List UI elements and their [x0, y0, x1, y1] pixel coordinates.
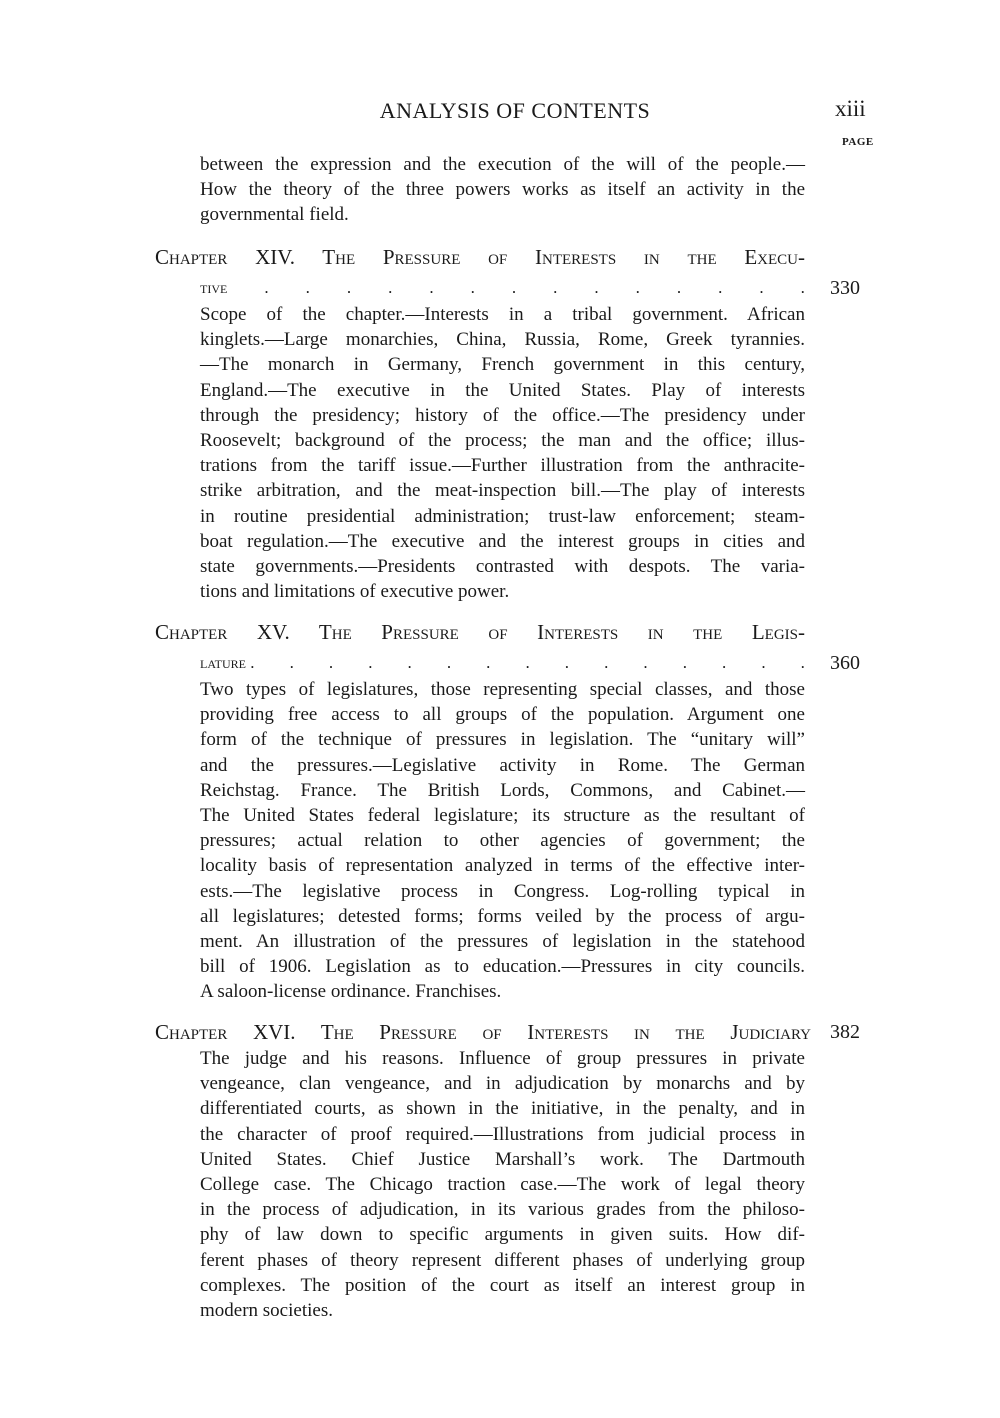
- chapter-summary-line: and the pressures.—Legislative activity in Rome. The German: [200, 754, 805, 776]
- chapter-summary-line: ferent phases of theory represent different phases of underlying group: [200, 1249, 805, 1271]
- intro-text-line: between the expression and the execution of the will of the people.—: [200, 154, 805, 175]
- chapter-summary-line: Roosevelt; background of the process; the man and the office; illus-: [200, 430, 805, 451]
- chapter-summary-line: United States. Chief Justice Marshall’s work. The Dartmouth: [200, 1148, 805, 1170]
- leader-dot: .: [264, 278, 269, 297]
- leader-dot: .: [553, 278, 558, 297]
- chapter-summary-line: providing free access to all groups of the population. Argument one: [200, 704, 805, 726]
- leader-dot: .: [305, 278, 310, 297]
- intro-text-line: How the theory of the three powers works as itself an activity in the: [200, 179, 805, 201]
- leader-dot: .: [289, 653, 294, 672]
- chapter-summary-line: complexes. The position of the court as itself an interest group in: [200, 1274, 805, 1296]
- chapter-summary-line: strike arbitration, and the meat-inspection bill.—The play of interests: [200, 480, 805, 502]
- running-head: ANALYSIS OF CONTENTS: [379, 98, 651, 123]
- leader-dot: .: [511, 278, 517, 297]
- chapter-heading-continuation: [200, 651, 805, 675]
- leader-dot: .: [346, 278, 352, 297]
- chapter-summary-line: in the process of adjudication, in its various grades from the philoso-: [200, 1199, 805, 1221]
- chapter-page-number: 382: [830, 1021, 860, 1043]
- chapter-summary-line: trations from the tariff issue.—Further illustration from the anthracite-: [200, 455, 805, 477]
- chapter-summary-line: bill of 1906. Legislation as to education.—Pressures in city councils.: [200, 956, 805, 978]
- chapter-summary-line: The judge and his reasons. Influence of group pressures in private: [200, 1048, 805, 1069]
- leader-dot: .: [800, 653, 805, 672]
- chapter-summary-line: pressures; actual relation to other agencies of government; the: [200, 830, 805, 852]
- chapter-summary-line: Two types of legislatures, those representing special classes, and those: [200, 679, 805, 700]
- intro-text-line: governmental field.: [200, 204, 349, 226]
- chapter-summary-line: modern societies.: [200, 1300, 333, 1321]
- heading-continuation-text: tive: [200, 278, 228, 297]
- leader-dot: .: [604, 653, 609, 672]
- chapter-summary-line: state governments.—Presidents contrasted with despots. The varia-: [200, 556, 805, 577]
- leader-dot: .: [722, 653, 727, 672]
- leader-dot: .: [388, 278, 393, 297]
- chapter-summary-line: College case. The Chicago traction case.—The work of legal theory: [200, 1174, 805, 1195]
- leader-dot: .: [759, 278, 764, 297]
- chapter-summary-line: form of the technique of pressures in legislation. The “unitary will”: [200, 729, 805, 751]
- chapter-summary-line: ests.—The legislative process in Congress. Log-rolling typical in: [200, 880, 805, 902]
- chapter-summary-line: in routine presidential administration; trust-law enforcement; steam-: [200, 505, 805, 527]
- page-number: xiii: [835, 96, 866, 121]
- chapter-summary-line: all legislatures; detested forms; forms veiled by the process of argu-: [200, 905, 805, 927]
- chapter-summary-line: phy of law down to specific arguments in given suits. How dif-: [200, 1224, 805, 1246]
- chapter-summary-line: the character of proof required.—Illustrations from judicial process in: [200, 1123, 805, 1145]
- chapter-summary-line: ment. An illustration of the pressures of legislation in the statehood: [200, 931, 805, 952]
- chapter-summary-line: locality basis of representation analyzed in terms of the effective inter-: [200, 855, 805, 877]
- page-column-label: PAGE: [842, 136, 874, 148]
- chapter-heading-continuation: [200, 276, 805, 300]
- chapter-heading: Chapter XIV. The Pressure of Interests in the Execu-: [155, 245, 805, 269]
- chapter-summary-line: tions and limitations of executive power.: [200, 581, 510, 603]
- leader-dot: .: [328, 653, 334, 672]
- leader-dot: .: [470, 278, 475, 297]
- leader-dot: .: [446, 653, 452, 672]
- chapter-summary-line: England.—The executive in the United States. Play of interests: [200, 379, 805, 401]
- leader-dot: .: [486, 653, 491, 672]
- chapter-summary-line: differentiated courts, as shown in the initiative, in the penalty, and in: [200, 1098, 805, 1120]
- leader-dot: .: [676, 278, 682, 297]
- leader-dot: .: [525, 653, 530, 672]
- chapter-summary-line: A saloon-license ordinance. Franchises.: [200, 981, 502, 1003]
- chapter-summary-line: Scope of the chapter.—Interests in a tribal government. African: [200, 304, 805, 325]
- leader-dot: .: [594, 278, 599, 297]
- chapter-summary-line: kinglets.—Large monarchies, China, Russia, Rome, Greek tyrannies.: [200, 329, 805, 351]
- chapter-summary-line: Reichstag. France. The British Lords, Commons, and Cabinet.—: [200, 779, 805, 801]
- leader-dot: .: [643, 653, 648, 672]
- leader-dot: .: [564, 653, 569, 672]
- leader-dot: .: [718, 278, 723, 297]
- leader-dot: .: [800, 278, 805, 297]
- leader-dot: .: [635, 278, 640, 297]
- chapter-summary-line: boat regulation.—The executive and the interest groups in cities and: [200, 530, 805, 552]
- chapter-heading: Chapter XVI. The Pressure of Interests in the Judiciary: [155, 1020, 811, 1044]
- leader-dot: .: [761, 653, 766, 672]
- chapter-page-number: 360: [830, 652, 860, 674]
- leader-dot: .: [368, 653, 373, 672]
- leader-dot: .: [407, 653, 412, 672]
- chapter-summary-line: The United States federal legislature; its structure as the resultant of: [200, 805, 805, 826]
- leader-dot: .: [682, 653, 687, 672]
- chapter-heading: Chapter XV. The Pressure of Interests in the Legis-: [155, 620, 805, 644]
- leader-dot: .: [429, 278, 434, 297]
- chapter-summary-line: through the presidency; history of the office.—The presidency under: [200, 404, 805, 426]
- chapter-summary-line: vengeance, clan vengeance, and in adjudication by monarchs and by: [200, 1073, 805, 1095]
- heading-continuation-text: lature .: [200, 653, 255, 672]
- chapter-summary-line: —The monarch in Germany, French government in this century,: [200, 354, 805, 376]
- chapter-page-number: 330: [830, 277, 860, 299]
